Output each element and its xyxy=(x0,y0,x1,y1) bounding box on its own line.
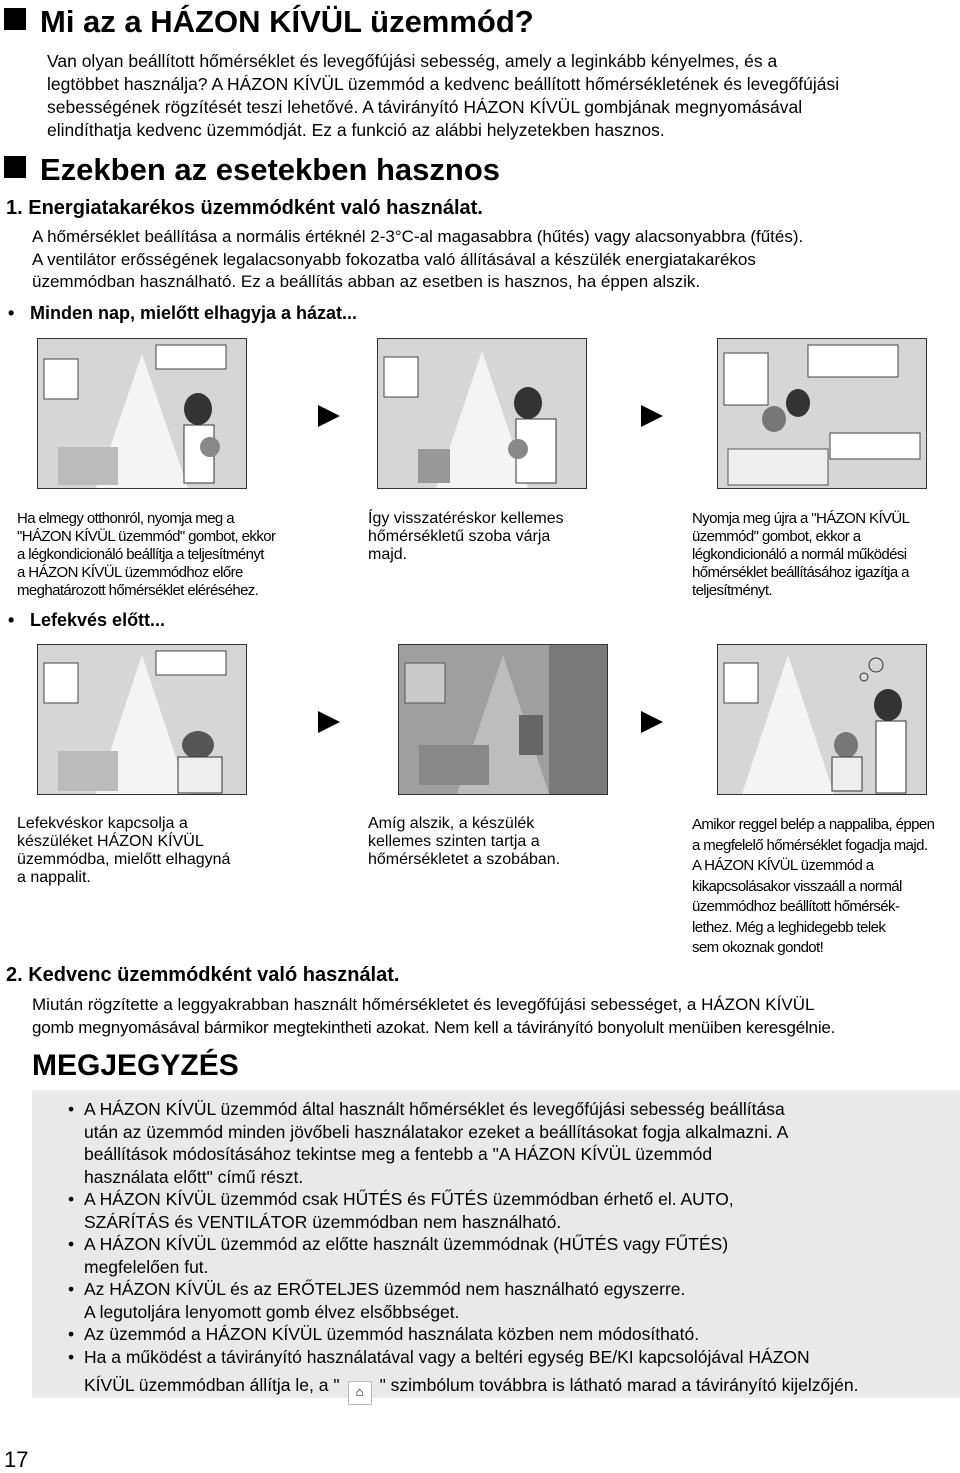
square-bullet-icon xyxy=(4,8,26,30)
illustration-going-to-bed xyxy=(37,644,247,795)
illustration-leaving-home xyxy=(37,338,247,489)
note-line: használata előtt" című részt. xyxy=(84,1166,304,1187)
bullet-dot: • xyxy=(8,303,15,323)
note-title: MEGJEGYZÉS xyxy=(32,1049,239,1082)
caption-line: majd. xyxy=(368,546,408,563)
illustration-back-to-normal xyxy=(717,338,927,489)
energy-saving-paragraph xyxy=(32,226,952,294)
subsection-title-favourite-mode: 2. Kedvenc üzemmódként való használat. xyxy=(6,964,400,986)
caption-line: "HÁZON KÍVÜL üzemmód" gombot, ekkor xyxy=(17,528,276,545)
note-item xyxy=(32,1098,960,1188)
energy-line: A hőmérséklet beállítása a normális értéknél 2-3°C-al magasabbra (hűtés) vagy alacsonyabbra (fűtés). xyxy=(32,227,804,246)
caption-line: Amikor reggel belép a nappaliba, éppen xyxy=(692,816,935,833)
bullet-dot: • xyxy=(68,1324,75,1344)
note-line: SZÁRÍTÁS és VENTILÁTOR üzemmódban nem használható. xyxy=(84,1211,562,1232)
arrow-right-icon xyxy=(641,711,663,733)
note-line: megfelelően fut. xyxy=(84,1256,209,1277)
bullet-dot: • xyxy=(68,1234,75,1254)
caption-sleeping xyxy=(368,815,648,869)
bullet-dot: • xyxy=(68,1346,75,1367)
caption-line: meghatározott hőmérséklet eléréséhez. xyxy=(17,582,259,599)
square-bullet-icon xyxy=(4,156,26,178)
caption-line: Amíg alszik, a készülék xyxy=(368,815,535,832)
caption-returning-home xyxy=(368,510,648,564)
caption-line: a légkondicionáló beállítja a teljesítményt xyxy=(17,546,264,563)
bullet-text: Lefekvés előtt... xyxy=(30,610,166,630)
energy-line: A ventilátor erősségének legalacsonyabb fokozatba való állításával a készülék energiatakarékos xyxy=(32,249,756,269)
note-text-before-icon: KÍVÜL üzemmódban állítja le, a " xyxy=(84,1375,340,1395)
note-item xyxy=(32,1188,960,1233)
illustration-morning xyxy=(717,644,927,795)
caption-line: készüléket HÁZON KÍVÜL xyxy=(17,833,204,850)
note-line: A HÁZON KÍVÜL üzemmód az előtte használt üzemmódnak (HŰTÉS vagy FŰTÉS) xyxy=(84,1234,729,1254)
note-line-with-icon xyxy=(84,1374,960,1405)
bullet-dot: • xyxy=(68,1279,75,1299)
note-line: beállítások módosításához tekintse meg a fentebb a "A HÁZON KÍVÜL üzemmód xyxy=(84,1144,713,1164)
note-line: után az üzemmód minden jövőbeli használatakor ezeket a beállításokat fogja alkalmazni. A xyxy=(84,1121,789,1142)
caption-line: Nyomja meg újra a "HÁZON KÍVÜL xyxy=(692,510,910,527)
arrow-right-icon xyxy=(641,405,663,427)
arrow-right-icon xyxy=(318,711,340,733)
subsection-title-energy-saving: 1. Energiatakarékos üzemmódként való használat. xyxy=(6,197,483,219)
section-title-text: Ezekben az esetekben hasznos xyxy=(40,152,501,187)
favourite-mode-paragraph xyxy=(32,994,958,1039)
caption-line: a HÁZON KÍVÜL üzemmódhoz előre xyxy=(17,564,243,581)
caption-going-to-bed xyxy=(17,815,317,887)
note-item xyxy=(32,1346,960,1406)
caption-line: Ha elmegy otthonról, nyomja meg a xyxy=(17,510,234,527)
caption-line: üzemmódba, mielőtt elhagyná xyxy=(17,851,231,868)
note-line: Az HÁZON KÍVÜL és az ERŐTELJES üzemmód nem használható egyszerre. xyxy=(84,1279,686,1299)
caption-line: kellemes szinten tartja a xyxy=(368,833,540,850)
caption-morning xyxy=(692,815,957,959)
caption-line: teljesítményt. xyxy=(692,582,772,599)
caption-line: üzemmód" gombot, ekkor a xyxy=(692,528,861,545)
home-away-symbol-icon: ⌂ xyxy=(348,1381,372,1405)
section-title-text: Mi az a HÁZON KÍVÜL üzemmód? xyxy=(40,4,534,39)
intro-line: elindíthatja kedvenc üzemmódját. Ez a funkció az alábbi helyzetekben hasznos. xyxy=(47,120,665,140)
section-title-away-mode xyxy=(4,4,534,40)
note-box xyxy=(32,1090,960,1398)
note-text-after-icon: " szimbólum továbbra is látható marad a távirányító kijelzőjén. xyxy=(379,1375,859,1395)
note-line: A HÁZON KÍVÜL üzemmód által használt hőmérséklet és levegőfújási sebesség beállítása xyxy=(84,1099,785,1119)
caption-leaving-home xyxy=(17,510,307,600)
note-item xyxy=(32,1278,960,1323)
favourite-line: gomb megnyomásával bármikor megtekintheti azokat. Nem kell a távirányító bonyolult menüiben keresgélnie. xyxy=(32,1017,836,1037)
bullet-before-leaving xyxy=(8,302,357,324)
note-item xyxy=(32,1233,960,1278)
caption-line: A HÁZON KÍVÜL üzemmód a xyxy=(692,857,874,874)
bullet-before-bed xyxy=(8,609,165,631)
caption-line: üzemmódhoz beállított hőmérsék- xyxy=(692,898,900,915)
intro-line: legtöbbet használja? A HÁZON KÍVÜL üzemmód a kedvenc beállított hőmérsékletének és levegőfújási xyxy=(47,74,840,94)
caption-line: Így visszatéréskor kellemes xyxy=(368,510,564,527)
bullet-dot: • xyxy=(8,610,15,630)
caption-back-to-normal xyxy=(692,510,957,600)
illustration-sleeping xyxy=(398,644,608,795)
caption-line: Lefekvéskor kapcsolja a xyxy=(17,815,188,832)
caption-line: a nappalit. xyxy=(17,869,91,886)
note-line: Az üzemmód a HÁZON KÍVÜL üzemmód használata közben nem módosítható. xyxy=(84,1324,700,1344)
caption-line: légkondicionáló a normál működési xyxy=(692,546,907,563)
note-line: A legutoljára lenyomott gomb élvez elsőbbséget. xyxy=(84,1301,460,1322)
section-title-useful-cases xyxy=(4,152,500,188)
energy-line: üzemmódban használható. Ez a beállítás abban az esetben is hasznos, ha éppen alszik. xyxy=(32,272,701,291)
favourite-line: Miután rögzítette a leggyakrabban használt hőmérsékletet és levegőfújási sebességet, a HÁZON KÍVÜL xyxy=(32,995,815,1014)
caption-line: lethez. Még a leghidegebb telek xyxy=(692,918,886,936)
note-item xyxy=(32,1323,960,1346)
caption-line: hőmérséklet beállításához igazítja a xyxy=(692,564,909,581)
note-line: A HÁZON KÍVÜL üzemmód csak HŰTÉS és FŰTÉS üzemmódban érhető el. AUTO, xyxy=(84,1189,734,1209)
caption-line: a megfelelő hőmérséklet fogadja majd. xyxy=(692,836,928,854)
illustration-returning-home xyxy=(377,338,587,489)
caption-line: hőmérsékletet a szobában. xyxy=(368,851,561,868)
intro-line: sebességének rögzítését teszi lehetővé. A távirányító HÁZON KÍVÜL gombjának megnyomásával xyxy=(47,97,803,117)
caption-line: kikapcsolásakor visszaáll a normál xyxy=(692,877,902,895)
bullet-text: Minden nap, mielőtt elhagyja a házat... xyxy=(30,303,358,323)
arrow-right-icon xyxy=(318,405,340,427)
intro-paragraph xyxy=(47,50,957,142)
bullet-dot: • xyxy=(68,1099,75,1119)
caption-line: hőmérsékletű szoba várja xyxy=(368,528,551,545)
note-line: Ha a működést a távirányító használatával vagy a beltéri egység BE/KI kapcsolójával HÁZON xyxy=(84,1346,810,1367)
caption-line: sem okoznak gondot! xyxy=(692,939,824,956)
page-number: 17 xyxy=(4,1447,29,1472)
intro-line: Van olyan beállított hőmérséklet és levegőfújási sebesség, amely a leginkább kényelmes, és a xyxy=(47,51,778,71)
bullet-dot: • xyxy=(68,1189,75,1209)
